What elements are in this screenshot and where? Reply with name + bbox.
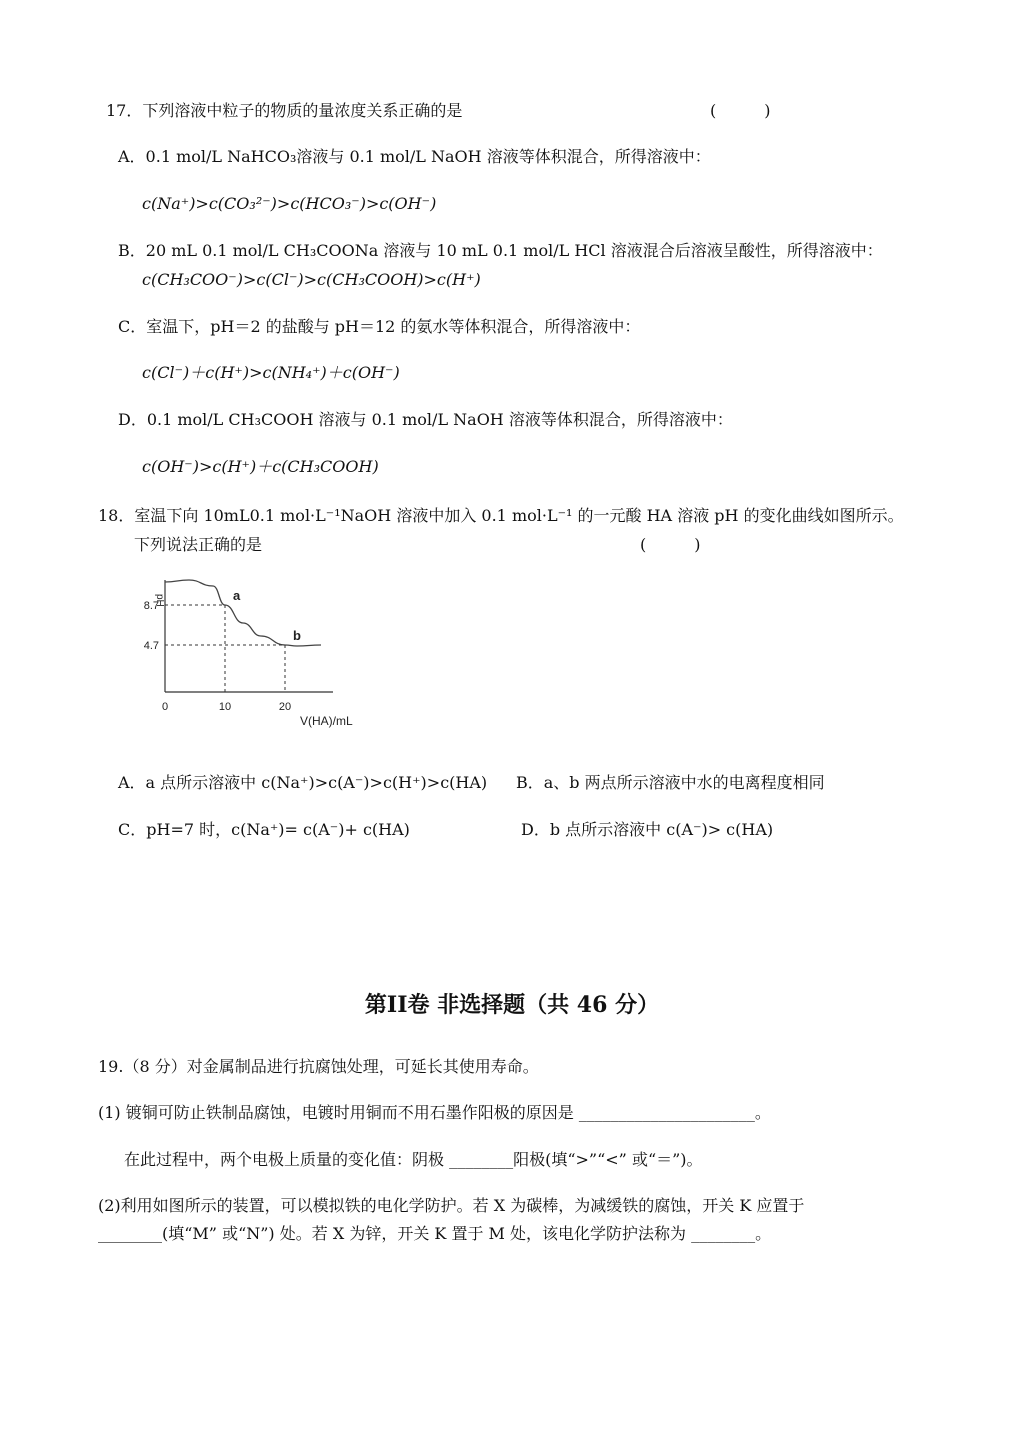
q17-option-a-expression: c(Na⁺)>c(CO₃²⁻)>c(HCO₃⁻)>c(OH⁻)	[142, 194, 437, 213]
q17-option-b-intro: B．20 mL 0.1 mol/L CH₃COONa 溶液与 10 mL 0.1 mol/L HCl 溶液混合后溶液呈酸性，所得溶液中：	[118, 241, 883, 260]
y-tick-label: 8.7	[143, 600, 159, 612]
q17-option-b-expression: c(CH₃COO⁻)>c(Cl⁻)>c(CH₃COOH)>c(H⁺)	[142, 270, 481, 289]
q19-stem: 19.（8 分）对金属制品进行抗腐蚀处理，可延长其使用寿命。	[98, 1057, 539, 1076]
q18-option-c: C．pH=7 时，c(Na⁺)= c(A⁻)+ c(HA)	[118, 820, 410, 839]
x-tick-label: 0	[161, 701, 169, 713]
q18-stem-line2: 下列说法正确的是	[134, 535, 263, 554]
point-label-a: a	[233, 588, 241, 603]
q19-part2-line2: ________(填“M” 或“N”) 处。若 X 为锌，开关 K 置于 M 处，该电化学防护法称为 ________。	[98, 1224, 772, 1243]
q18-option-a: A．a 点所示溶液中 c(Na⁺)>c(A⁻)>c(H⁺)>c(HA)	[118, 773, 488, 792]
q19-part2-line1: (2)利用如图所示的装置，可以模拟铁的电化学防护。若 X 为碳棒，为减缓铁的腐蚀，开关 K 应置于	[98, 1196, 805, 1215]
x-tick-label: 20	[278, 701, 292, 713]
x-axis-label: V(HA)/mL	[300, 714, 353, 728]
y-tick-label: 4.7	[143, 640, 159, 652]
chart-axes	[165, 580, 333, 692]
q17-option-c-intro: C．室温下，pH＝2 的盐酸与 pH＝12 的氨水等体积混合，所得溶液中：	[118, 317, 641, 336]
q17-stem: 17．下列溶液中粒子的物质的量浓度关系正确的是	[106, 101, 463, 120]
q18-stem-line1: 18．室温下向 10mL0.1 mol·L⁻¹NaOH 溶液中加入 0.1 mol·L⁻¹ 的一元酸 HA 溶液 pH 的变化曲线如图所示。	[98, 506, 904, 525]
q19-part1-continued: 在此过程中，两个电极上质量的变化值：阴极 ________阳极(填“>”“<” 或“＝”)。	[124, 1150, 703, 1169]
q17-option-d-intro: D．0.1 mol/L CH₃COOH 溶液与 0.1 mol/L NaOH 溶液等体积混合，所得溶液中：	[118, 410, 733, 429]
point-label-b: b	[293, 628, 301, 643]
section-title: 第II卷 非选择题（共 46 分）	[364, 992, 660, 1018]
q18-answer-paren: ( )	[640, 535, 701, 554]
q17-answer-paren: ( )	[710, 101, 771, 120]
y-axis-label: pH	[154, 594, 165, 607]
q17-option-a-intro: A．0.1 mol/L NaHCO₃溶液与 0.1 mol/L NaOH 溶液等体积混合，所得溶液中：	[118, 147, 711, 166]
ph-titration-chart	[128, 572, 388, 737]
q18-option-b: B．a、b 两点所示溶液中水的电离程度相同	[516, 773, 825, 792]
x-tick-label: 10	[218, 701, 232, 713]
q18-option-d: D．b 点所示溶液中 c(A⁻)> c(HA)	[521, 820, 774, 839]
q19-part1: (1) 镀铜可防止铁制品腐蚀，电镀时用铜而不用石墨作阳极的原因是 ______________________。	[98, 1103, 771, 1122]
q17-option-c-expression: c(Cl⁻)＋c(H⁺)>c(NH₄⁺)＋c(OH⁻)	[142, 363, 400, 382]
q17-option-d-expression: c(OH⁻)>c(H⁺)＋c(CH₃COOH)	[142, 457, 379, 476]
